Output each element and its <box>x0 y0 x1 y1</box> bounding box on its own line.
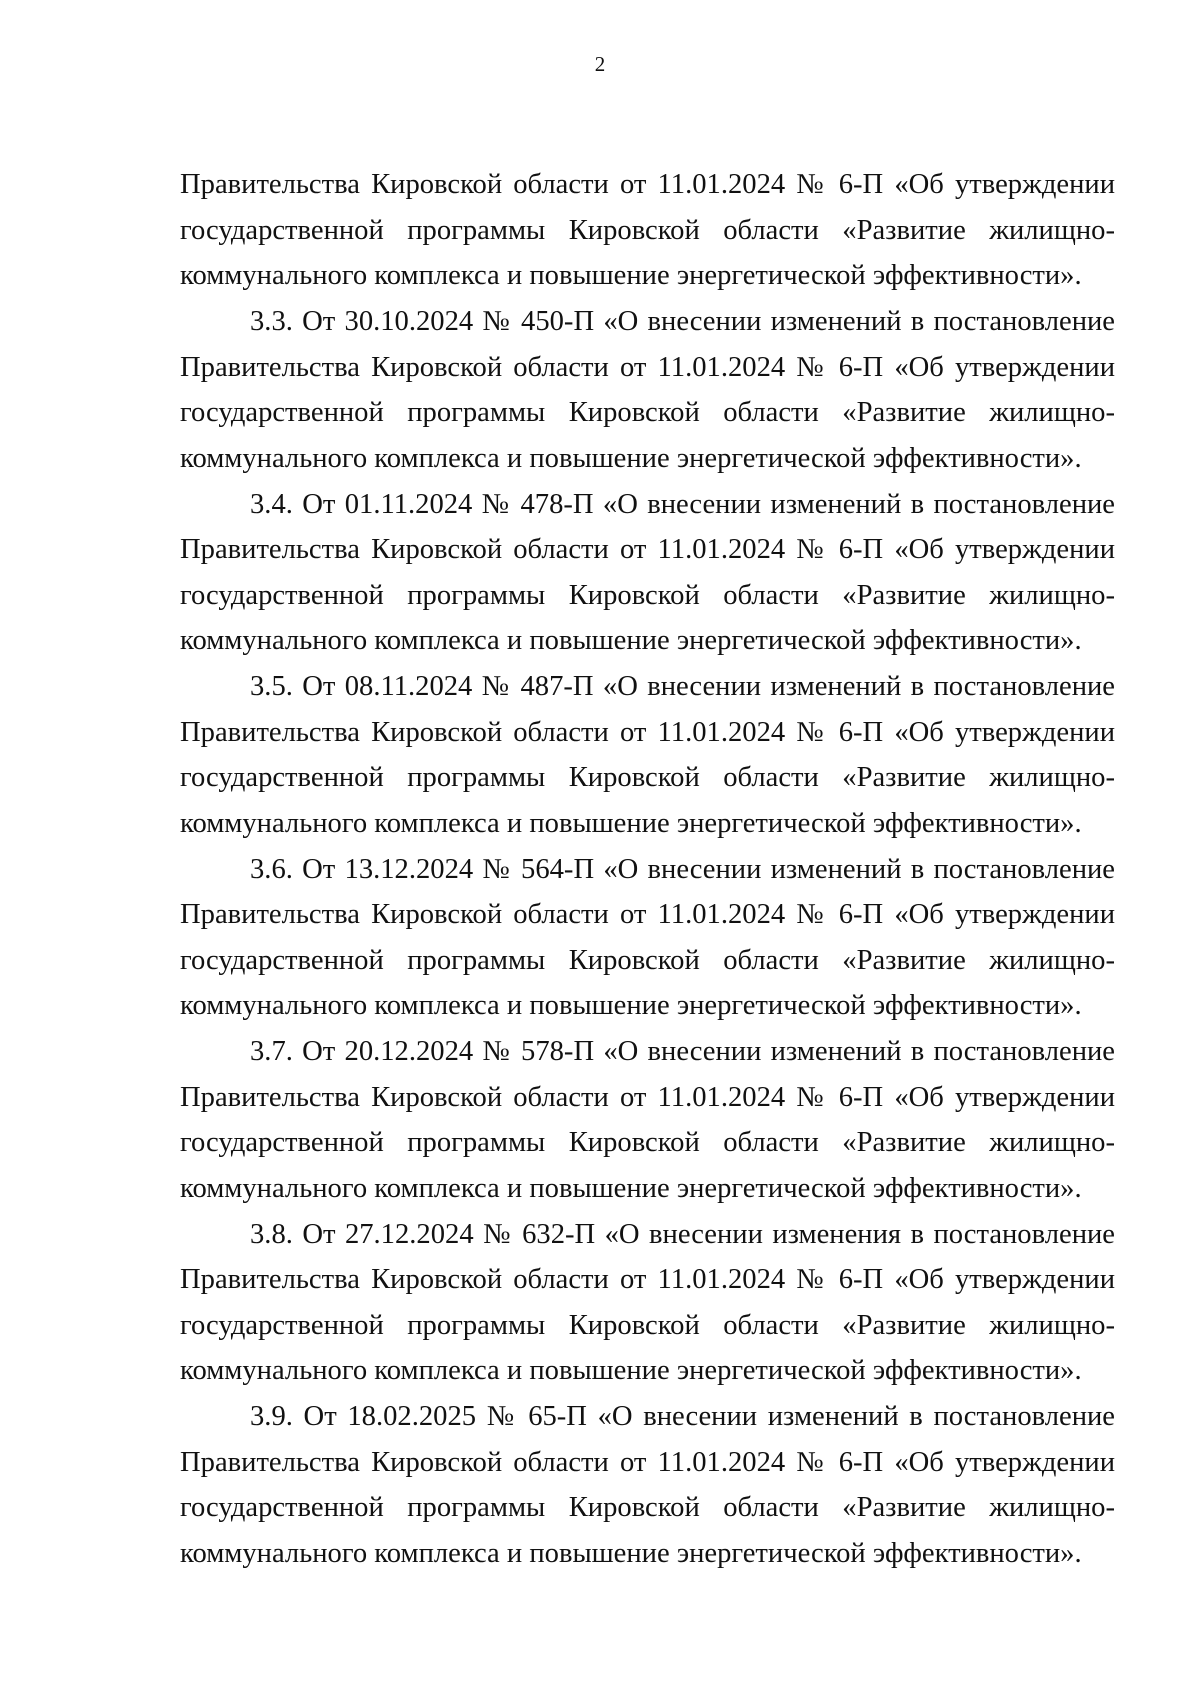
text-line: Правительства Кировской области от 11.01.2024 № 6-П «Об утверждении <box>180 899 1115 930</box>
text-line: государственной программы Кировской области «Развитие жилищно- <box>180 1127 1115 1158</box>
text-line: государственной программы Кировской области «Развитие жилищно- <box>180 762 1115 793</box>
text-line: Правительства Кировской области от 11.01.2024 № 6-П «Об утверждении <box>180 1446 1115 1478</box>
text-line: Правительства Кировской области от 11.01.2024 № 6-П «Об утверждении <box>180 351 1115 383</box>
item-3-8 <box>180 1212 1115 1394</box>
item-3-7 <box>180 1029 1115 1211</box>
text-line: государственной программы Кировской области «Развитие жилищно- <box>180 1492 1115 1523</box>
text-line: Правительства Кировской области от 11.01.2024 № 6-П «Об утверждении <box>180 1081 1115 1113</box>
text-line: государственной программы Кировской области «Развитие жилищно- <box>180 579 1115 611</box>
text-line: государственной программы Кировской области «Развитие жилищно- <box>180 214 1115 246</box>
text-line: 3.4. От 01.11.2024 № 478-П «О внесении изменений в постановление <box>250 488 1115 520</box>
text-line: коммунального комплекса и повышение энергетической эффективности». <box>180 260 1082 291</box>
document-body <box>180 162 1115 1577</box>
page-number: 2 <box>594 52 606 76</box>
text-line: коммунального комплекса и повышение энергетической эффективности». <box>180 625 1082 656</box>
text-line: государственной программы Кировской области «Развитие жилищно- <box>180 1309 1115 1341</box>
text-line: коммунального комплекса и повышение энергетической эффективности». <box>180 807 1082 839</box>
text-line: Правительства Кировской области от 11.01.2024 № 6-П «Об утверждении <box>180 1264 1115 1295</box>
text-line: 3.5. От 08.11.2024 № 487-П «О внесении изменений в постановление <box>250 671 1115 702</box>
text-line: 3.7. От 20.12.2024 № 578-П «О внесении изменений в постановление <box>250 1036 1115 1067</box>
item-3-6 <box>180 847 1115 1029</box>
text-line: коммунального комплекса и повышение энергетической эффективности». <box>180 1355 1082 1386</box>
text-line: 3.9. От 18.02.2025 № 65-П «О внесении изменений в постановление <box>250 1401 1115 1432</box>
intro-paragraph <box>180 162 1115 299</box>
text-line: 3.8. От 27.12.2024 № 632-П «О внесении изменения в постановление <box>250 1218 1115 1250</box>
text-line: государственной программы Кировской области «Развитие жилищно- <box>180 944 1115 976</box>
text-line: Правительства Кировской области от 11.01.2024 № 6-П «Об утверждении <box>180 169 1115 200</box>
item-3-9 <box>180 1394 1115 1576</box>
text-line: Правительства Кировской области от 11.01.2024 № 6-П «Об утверждении <box>180 716 1115 748</box>
text-line: Правительства Кировской области от 11.01.2024 № 6-П «Об утверждении <box>180 534 1115 565</box>
text-line: 3.6. От 13.12.2024 № 564-П «О внесении изменений в постановление <box>250 853 1115 885</box>
text-line: государственной программы Кировской области «Развитие жилищно- <box>180 397 1115 428</box>
text-line: коммунального комплекса и повышение энергетической эффективности». <box>180 442 1082 474</box>
item-3-3 <box>180 299 1115 481</box>
text-line: коммунального комплекса и повышение энергетической эффективности». <box>180 1172 1082 1204</box>
text-line: 3.3. От 30.10.2024 № 450-П «О внесении изменений в постановление <box>250 306 1115 337</box>
item-3-5 <box>180 664 1115 846</box>
text-line: коммунального комплекса и повышение энергетической эффективности». <box>180 1537 1082 1569</box>
text-line: коммунального комплекса и повышение энергетической эффективности». <box>180 990 1082 1021</box>
item-3-4 <box>180 482 1115 664</box>
